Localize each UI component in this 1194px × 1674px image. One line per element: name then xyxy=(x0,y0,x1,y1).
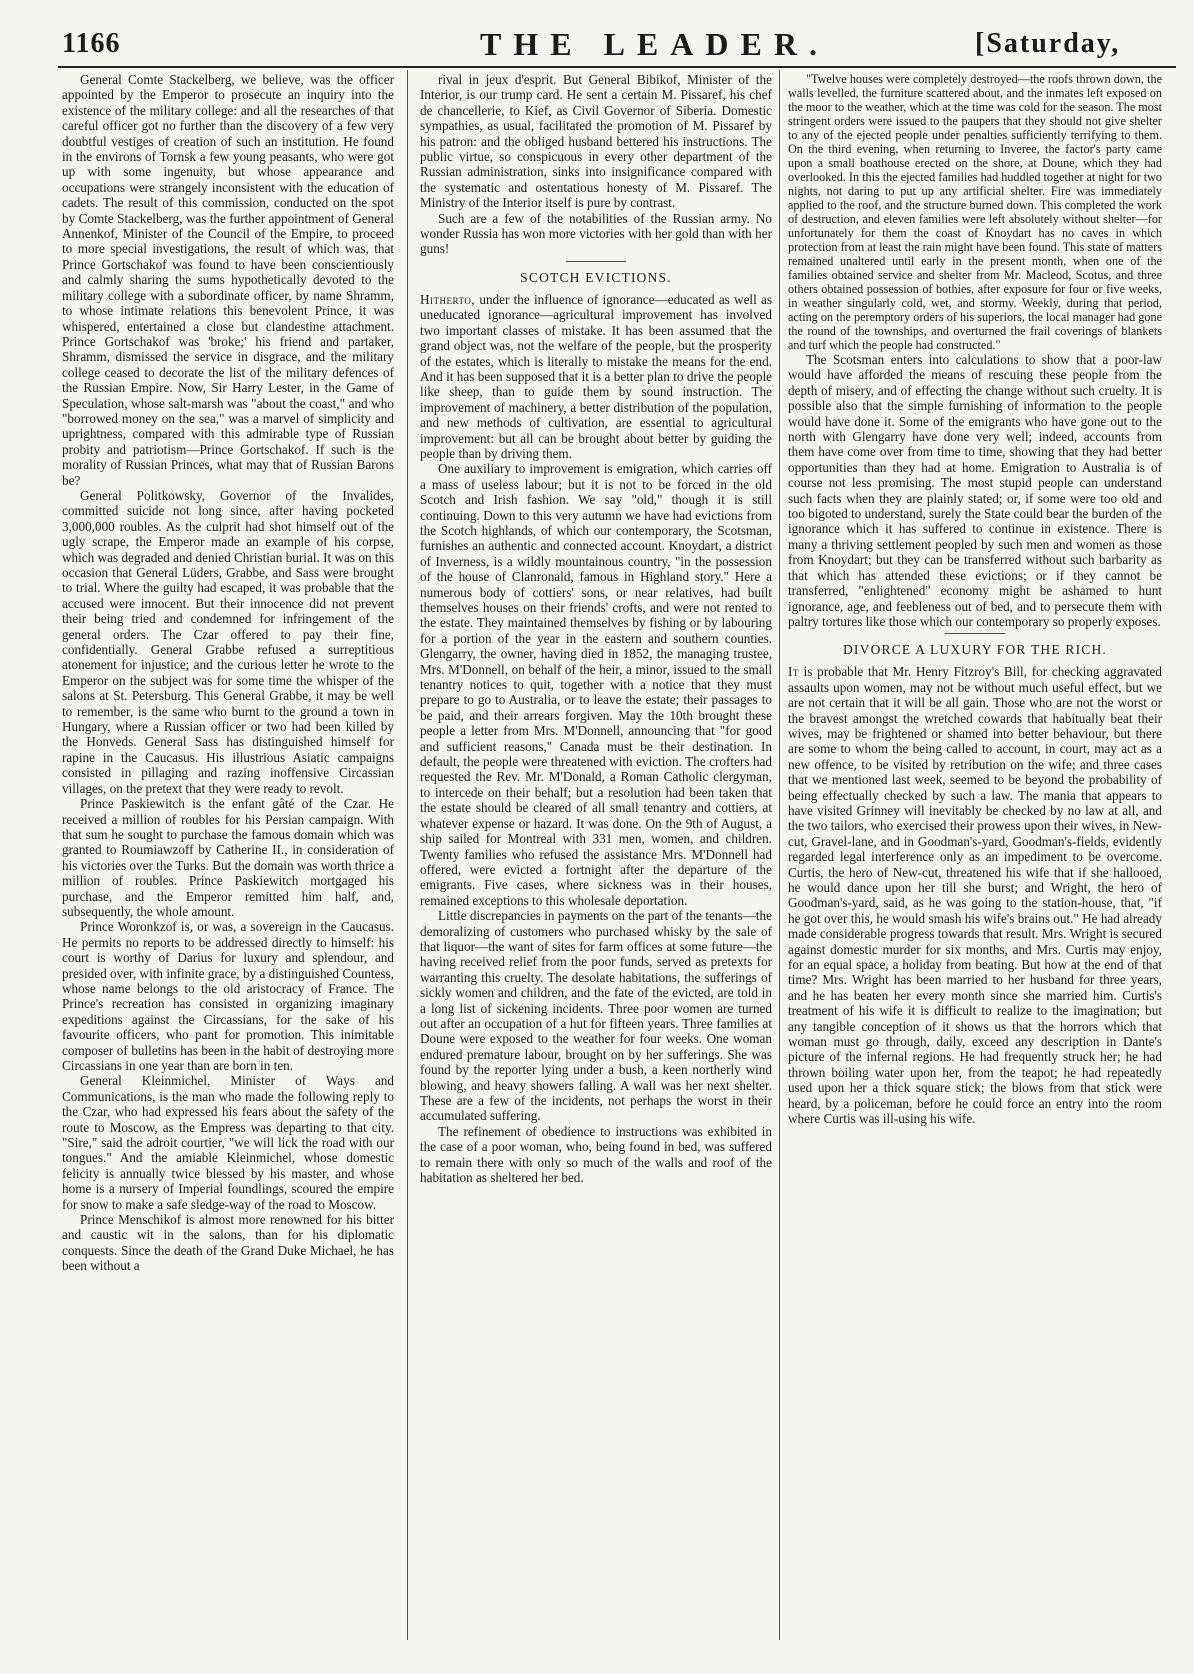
header-rule xyxy=(58,66,1176,68)
column-3 xyxy=(788,72,1162,1632)
column-divider xyxy=(779,70,780,1640)
paragraph-text: is probable that Mr. Henry Fitzroy's Bill, for checking aggravated assaults upon women, may not be without much useful effect, but we are not certain that it will be all gain. Those who are not the worst or the bravest amongst the wretched cowards that habitually beat their wives, may be frightened or shamed into better behaviour, but there are some to whom the being called to account, in court, may act as a new offence, to be visited by retribution on the wife; and three cases that we mentioned last week, seemed to be beyond the probability of being effectually checked by such a law. The mania that appears to have visited Grinney will inevitably be checked by no law at all, and the two tailors, who exercised their prowess upon their wives, in New-cut, Gravel-lane, and in Goodman's-yard, Goodman's-fields, evidently regarded legal interference only as an impediment to be overcome. Curtis, the hero of New-cut, threatened his wife that if she hallooed, he would dance upon her till she burst; and Wright, the hero of Goodman's-yard, said, as he was going to the station-house, that, "if he got over this, he would smash his wife's brains out." He had already made considerable progress towards that result. Mrs. Wright is secured against domestic murder for six months, and Mrs. Curtis may enjoy, for an equal space, a holiday from beating. But how at the end of that time? Mrs. Wright has been married to her husband for three years, and he has beaten her every month since she married him. Curtis's treatment of his wife it is difficult to realize to the imagination; but any tangible conception of it shows us that the horrors which that woman must go through, daily, exceed any description in Dante's picture of the infernal regions. He had frequently struck her; he had thrown boiling water upon her, from the teapot; he had repeatedly used upon her a thick square stick; the blows from that stick were heard, by a policeman, before he could force an entry into the room where Curtis was ill-using his wife. xyxy=(788,664,1162,1127)
lead-word: It xyxy=(788,664,799,680)
paragraph: General Comte Stackelberg, we believe, was the officer appointed by the Emperor to prosecute an inquiry into the existence of the military college: and all the researches of that careful officer got no further than the discovery of a few very doubtful vestiges of creation of such an institution. He found in the environs of Tornsk a few young peasants, who were got up with some ingenuity, but whose appearance and occupations were strangely inconsistent with the education of cadets. The result of this commission, conducted on the spot by Comte Stackelberg, was the further appointment of General Annenkof, Minister of the Council of the Empire, to proceed to more special investigations, the result of which was, that Prince Gortschakof was found to have been conscientiously and calmly sharing the sums hypothetically devoted to the military college with a subordinate officer, by name Shramm, to whose intimate relations this benevolent Prince, it was whispered, entertained a close but clandestine attachment. Prince Gortschakof was 'broke;' his friend and partaker, Shramm, dismissed the service in disgrace, and the military college ceased to decorate the list of the military defences of the Russian Empire. Now, Sir Harry Lester, in the Game of Speculation, whose salt-marsh was "about the coast," and who "borrowed money on the sea," was a marvel of simplicity and uprightness, compared with this admirable type of Russian probity and patriotism—Prince Gortschakof. If such is the morality of Russian Princes, what may that of Russian Barons be? xyxy=(62,72,394,488)
column-1 xyxy=(62,72,394,1632)
page-header xyxy=(0,0,1194,64)
paragraph: Prince Menschikof is almost more renowned for his bitter and caustic wit in the salons, than for his diplomatic conquests. Since the death of the Grand Duke Michael, he has been without a xyxy=(62,1212,394,1274)
masthead-title: THE LEADER. xyxy=(480,26,829,62)
paragraph-text: under the influence of ignorance—educated as well as uneducated ignorance—agricultural improvement has involved two important classes of mistake. It has been assumed that the grand object was, not the welfare of the people, but the prosperity of the estates, which is literally to mistake the means for the end. And it has been supposed that it is a better plan to drive the people like sheep, than to guide them by sound instruction. The improvement of machinery, a better distribution of the population, and new methods of cultivation, are essential to agricultural improvement: but all can be brought about better by guiding the people than by driving them. xyxy=(420,291,772,461)
paragraph: General Kleinmichel, Minister of Ways and Communications, is the man who made the following reply to the Czar, who had expressed his fears about the safety of the route to Moscow, as the Empress was departing to that city. "Sire," said the adroit courtier, "we will lick the road with our tongues." And the amiable Kleinmichel, whose domestic felicity is annually twice blessed by his master, and whose home is a nursery of Imperial foundlings, scoured the empire for snow to make a safe sledge-way of the road to Moscow. xyxy=(62,1073,394,1212)
paragraph: Prince Woronkzof is, or was, a sovereign in the Caucasus. He permits no reports to be addressed directly to himself: his court is worthy of Darius for luxury and splendour, and presided over, with infinite grace, by a distinguished Countess, whose name belongs to the old aristocracy of France. The Prince's recreation has consisted in organizing imaginary expeditions against the Circassians, for the sake of his favourite officers, who pant for promotion. This inimitable composer of bulletins has been in the habit of destroying more Circassians in one year than are born in ten. xyxy=(62,919,394,1073)
paragraph: Prince Paskiewitch is the enfant gâté of the Czar. He received a million of roubles for his Persian campaign. With that sum he sought to purchase the famous domain which was granted to Roumiawzoff by Catherine II., in consideration of his victories over the Turks. But the domain was worth thrice a million of roubles. Prince Paskiewitch mortgaged his purchase, and the Emperor remitted him half, and, subsequently, the whole amount. xyxy=(62,796,394,919)
section-heading: SCOTCH EVICTIONS. xyxy=(520,269,672,285)
section-divider xyxy=(945,633,1005,634)
paragraph: General Politkowsky, Governor of the Invalides, committed suicide not long since, after having pocketed 3,000,000 roubles. As the culprit had shot himself out of the ugly scrape, the Emperor made an example of his corpse, which was degraded and denied Christian burial. It was on this occasion that General Lüders, Grabbe, and Sass were brought to trial. Where the guilty had escaped, it was probable that the accused were innocent. But their innocence did not prevent their being tried and condemned for infringement of the general orders. The Czar offered to pay their fine, confidentially. General Grabbe refused a surreptitious atonement for injustice; and the curious letter he wrote to the Emperor on the subject was for some time the whisper of the salons at St. Petersburg. This General Grabbe, it may be well to remember, is the same who burnt to the ground a town in Hungary, where a Russian officer or two had been killed by the Honveds. General Sass has distinguished himself for rapine in the Caucasus. His illustrious Asiatic campaigns consisted in pillaging and razing inoffensive Circassian villages, on the pretext that they were ready to revolt. xyxy=(62,487,394,796)
paragraph xyxy=(420,292,772,461)
column-2 xyxy=(420,72,772,1632)
paragraph: One auxiliary to improvement is emigration, which carries off a mass of useless labour; but it is not to be forced in the old Scotch and Irish fashion. We say "old," though it is still continuing. Down to this very autumn we have had evictions from the Scotch highlands, of which our contemporary, the Scotsman, furnishes an authentic and connected account. Knoydart, a district of Inverness, is a wildly mountainous country, "in the possession of the house of Clanronald, famous in Highland story." Here a numerous body of cottiers' sons, or near relatives, had built themselves houses on their friends' crofts, and were not rented to the estate. They maintained themselves by fishing or by labouring for a portion of the year in the eastern and southern counties. Glengarry, the owner, having died in 1852, the managing trustee, Mrs. M'Donnell, on behalf of the heir, a minor, issued to the small tenantry notices to quit, together with a notice that they must prepare to go to Australia, or to leave the estate; their passages to be paid, and their arrears forgiven. May the 10th brought these people a letter from Mrs. M'Donnell, announcing that "for good and sufficient reasons," Canada must be their destination. In default, the people were threatened with eviction. The crofters had requested the Rev. Mr. M'Donald, a Roman Catholic clergyman, to intercede on their behalf; but a resolution had been taken that the estate should be cleared of all small tenantry and cottiers, at whatever expense or hazard. It was done. On the 9th of August, a ship sailed for Montreal with 331 men, women, and children. Twenty families who refused the assistance Mrs. M'Donnell had offered, were evicted a fortnight after the departure of the emigrants. Five cases, where sickness was in their houses, remained exceptions to this wholesale deportation. xyxy=(420,461,772,908)
section-heading: DIVORCE A LUXURY FOR THE RICH. xyxy=(842,642,1108,658)
paragraph: The Scotsman enters into calculations to show that a poor-law would have afforded the means of rescuing these people from the depth of misery, and of effecting the change without such cruelty. It is possible also that the simple furnishing of information to the people would have done it. Some of the emigrants who have gone out to the north with Glengarry have done very well; indeed, accounts from them have come over from time to time, showing that they had better opportunities than they had at home. Emigration to Australia is of course not less promising. The most stupid people can understand such facts when they are plainly stated; or, if some were too old and too bigoted to understand, surely the State could bear the burden of the ignorance which it has suffered to continue in existence. There is many a thriving settlement peopled by such men and women as those from Knoydart; but they can be transferred without such barbarity as that which has attended these evictions; or if they cannot be transferred, "enlightened" economy might be ashamed to hunt ignorance, age, and feebleness out of bed, and to persecute them with paltry tortures like those which our contemporary so properly exposes. xyxy=(788,352,1162,629)
section-divider xyxy=(566,261,626,262)
paragraph: rival in jeux d'esprit. But General Bibikof, Minister of the Interior, is our trump card. He sent a certain M. Pissaref, his chef de chancellerie, to Kief, as Civil Governor of Siberia. Domestic sympathies, as usual, facilitated the promotion of M. Pissaref by his patron: and the obliged husband bettered his instructions. The public virtue, so conspicuous in every other department of the Russian administration, sinks into insignificance compared with the systematic and ostentatious honesty of M. Pissaref. The Ministry of the Interior itself is pure by contrast. xyxy=(420,72,772,211)
lead-word: Hitherto, xyxy=(420,291,476,307)
column-divider xyxy=(407,70,408,1640)
block-quote: "Twelve houses were completely destroyed—the roofs thrown down, the walls levelled, the furniture scattered about, and the inmates left exposed on the moor to the weather, which at the time was cold for the season. The most stringent orders were issued to the paupers that they should not give shelter to any of the ejected people under penalties sufficiently terrifying to them. On the third evening, when returning to Inveree, the factor's party came upon a small boathouse erected on the shore, at Doune, which they had overlooked. In this the ejected families had huddled together at night for two nights, not daring to put up any artificial shelter. Fire was immediately applied to the roof, and the structure burned down. This completed the work of destruction, and eleven families were left absolutely without shelter—for unfortunately for them the coast of Knoydart has no caves in which protection from at least the rain might have been found. This state of matters remained unaltered until early in the present month, when one of the families obtained service and shelter from Mr. Macleod, Scotus, and three others obtained possession of bothies, after exposure for four or five weeks, in weather singularly cold, wet, and stormy. Weekly, during that period, acting on the peremptory orders of his superiors, the local manager had gone the round of the townships, and overturned the frail coverings of blankets and turf which the people had constructed." xyxy=(788,72,1162,352)
header-day: [Saturday, xyxy=(975,28,1121,59)
paragraph: Little discrepancies in payments on the part of the tenants—the demoralizing of customers who purchased whisky by the sale of that liquor—the want of sites for farm offices at some future—the having received relief from the poor funds, served as pretexts for warranting this cruelty. The desolate habitations, the sufferings of sickly women and children, and the fate of the evicted, are told in a long list of sickening incidents. Three poor women are turned out after an occupation of a hut for fifteen years. Three families at Doune were exposed to the weather for four weeks. One woman endured premature labour, brought on by her sufferings. She was found by the reporter lying under a bush, a keen northerly wind blowing, and heavy showers falling. A wall was her next shelter. These are a few of the incidents, not perhaps the worst in their accumulated suffering. xyxy=(420,908,772,1124)
paragraph: Such are a few of the notabilities of the Russian army. No wonder Russia has won more victories with her gold than with her guns! xyxy=(420,210,772,257)
paragraph xyxy=(788,664,1162,1126)
page-number: 1166 xyxy=(62,28,121,59)
paragraph: The refinement of obedience to instructions was exhibited in the case of a poor woman, who, being found in bed, was suffered to remain there with only so much of the walls and roof of the habitation as sheltered her bed. xyxy=(420,1123,772,1186)
